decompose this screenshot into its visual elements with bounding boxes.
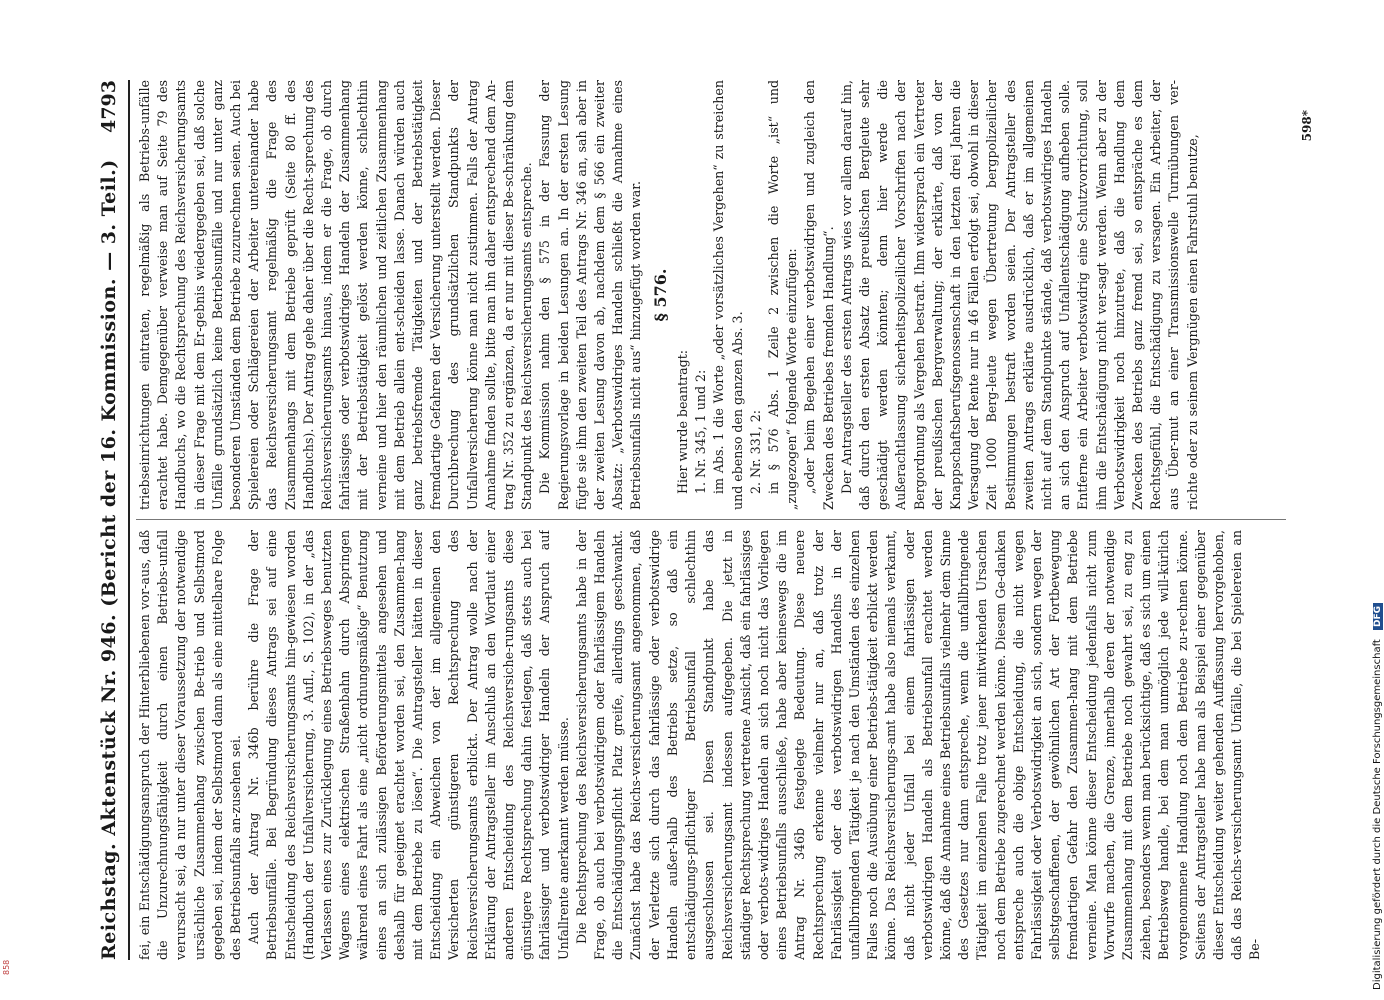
page-number: 4793 [98, 80, 120, 133]
header-title: Reichstag. Aktenstück Nr. 946. (Bericht der 16. Kommission. — 3. Teil.) [98, 159, 120, 960]
motion-item-2-text: in § 576 Abs. 1 Zeile 2 zwischen die Worte „ist“ und „zugezogen“ folgende Worte einzufügen: [765, 80, 800, 510]
right-paragraph-3: Hier wurde beantragt: [674, 349, 690, 494]
header-rule [128, 80, 130, 960]
sheet-signature: 598* [1300, 110, 1314, 142]
motion-item-1-text: im Abs. 1 die Worte „oder vorsätzliches Vergehen“ zu streichen und ebenso den ganzen Abs. 3. [711, 80, 745, 510]
right-column [136, 80, 1286, 510]
rotated-page [92, 80, 1332, 960]
right-paragraph-1: triebseinrichtungen eintraten, regelmäßig als Betriebs-unfälle erachtet habe. Demgegenüber verweise man auf Seite 79 des Handbuchs, wo die Rechtsprechung des Reichsversicherungsamts in dieser Frage mit dem Er-gebnis wiedergegeben sei, daß solche Unfälle grundsätzlich keine Betriebsunfälle und nur unter ganz besonderen Umständen dem Betriebe zuzurechnen seien. Auch bei Spielereien oder Schlägereien der Arbeiter untereinander habe das Reichsversicherungsamt regelmäßig die Frage des Zusammenhangs mit dem Betriebe geprüft (Seite 80 ff. des Handbuchs). Der Antrag gehe daher über die Recht-sprechung des Reichsversicherungsamts hinaus, indem er die Frage, ob durch fahrlässiges oder verbotswidriges Handeln der Zusammenhang mit der Betriebstätigkeit gelöst werden könne, schlechthin verneine und hier den räumlichen und zeitlichen Zusammenhang mit dem Betrieb allein ent-scheiden lasse. Danach würden auch ganz betriebsfremde Tätigkeiten und der Betriebstätigkeit fremdartige Gefahren der Versicherung unterstellt werden. Dieser Durchbrechung des grundsätzlichen Standpunkts der Unfallversicherung könne man nicht zustimmen. Falls der Antrag Annahme finden sollte, bitte man ihn daher entsprechend dem An-trag Nr. 352 zu ergänzen, da er nur mit dieser Be-schränkung dem Standpunkt des Reichsversicherungsamts entspreche. [137, 80, 535, 510]
right-paragraph-2: Die Kommission nahm den § 575 in der Fassung der Regierungsvorlage in beiden Lesungen an. In der ersten Lesung fügte sie ihm den zweiten Teil des Antrags Nr. 346 an, sah aber in der zweiten Lesung davon ab, nachdem dem § 566 ein zweiter Absatz: „Verbotswidriges Handeln schließt die Annahme eines Betriebsunfalls nicht aus“ hinzugefügt worden war. [537, 80, 644, 510]
corner-mark: 858 [2, 959, 11, 975]
column-separator [136, 519, 1286, 520]
motion-item-2-quote: „oder beim Begehen einer verbotswidrigen und zugleich den Zwecken des Betriebes fremden Handlung“. [802, 80, 836, 510]
section-heading: § 576. [650, 268, 670, 322]
right-paragraph-4: Der Antragsteller des ersten Antrags wies vor allem darauf hin, daß durch den ersten Absatz die preußischen Bergleute sehr geschädigt werden könnten; denn hier werde die Außerachtlassung sicherheitspolizeilicher Vorschriften nach der Bergordnung als Vergehen bestraft. Ihm widersprach ein Vertreter der preußischen Bergverwaltung; der erklärte, daß von der Knappschaftsberufsgenossenschaft in den letzten drei Jahren die Versagung der Rente nur in 46 Fällen erfolgt sei, obwohl in dieser Zeit 1000 Berg-leute wegen Übertretung bergpolizeilicher Bestimmungen bestraft worden seien. Der Antragsteller des zweiten Antrags erklärte ausdrücklich, daß er im allgemeinen nicht auf dem Standpunkte stände, daß verbotswidriges Handeln an sich den Anspruch auf Unfallentschädigung aufheben solle. Entferne ein Arbeiter verbotswidrig eine Schutzvorrichtung, soll ihm die Entschädigung nicht ver-sagt werden. Wenn aber zu der Verbotswidrigkeit noch hinzutrete, daß die Handlung dem Zwecken des Betriebs ganz fremd sei, so entspräche es dem Rechtsgefühl, die Entschädigung zu versagen. Ein Arbeiter, der aus Über-mut an einer Transmissionswelle Turnübungen ver-richte oder zu seinem Vergnügen einen Fahrstuhl benutze, [838, 80, 1200, 510]
motion-item-1: 1. Nr. 345, 1 und 2: [693, 369, 709, 494]
dfg-logo: DFG [1373, 603, 1383, 630]
side-note-text: Digitalisierung gefördert durch die Deutsche Forschungsgemeinschaft [1372, 639, 1383, 990]
left-paragraph-2: Auch der Antrag Nr. 346b berühre die Frage der Betriebsunfälle. Bei Begründung dieses Antrags sei auf eine Entscheidung des Reichsversicherungsamts hin-gewiesen worden (Handbuch der Unfallversicherung, 3. Aufl., S. 102), in der „das Verlassen eines zur Zurücklegung eines Betriebsweges benutzten Wagens eines elektrischen Straßenbahn durch Abspringen während eines Fahrt als eine „nicht ordnungsmäßige“ Benutzung eines an sich zulässigen Beförderungsmittels angesehen und deshalb für geeignet erachtet worden sei, den Zusammen-hang mit dem Betriebe zu lösen“. Die Antragsteller hätten in dieser Entscheidung ein Abweichen von der im allgemeinen den Versicherten günstigeren Rechtsprechung des Reichsversicherungsamts erblickt. Der Antrag wolle nach der Erklärung der Antragsteller im Anschluß an den Wortlaut einer anderen Entscheidung des Reichsversiche-rungsamts diese günstigere Rechtsprechung dahin festlegen, daß stets auch bei fahrlässiger und verbotswidriger Handeln der Anspruch auf Unfallrente anerkannt werden müsse. [246, 530, 571, 960]
side-note [1372, 603, 1383, 990]
left-paragraph-1: fei, ein Entschädigungsanspruch der Hinterbliebenen vor-aus, daß die Unzurechnungsfähigkeit durch einen Betriebs-unfall verursacht sei, da nur unter dieser Voraussetzung der notwendige ursächliche Zusammenhang zwischen Be-trieb und Selbstmord gegeben sei, indem der Selbstmord dann als eine mittelbare Folge des Betriebsunfalls an-zusehen sei. [137, 530, 244, 960]
motion-item-2: 2. Nr. 331, 2: [747, 410, 763, 494]
left-column [136, 530, 1286, 960]
left-paragraph-3: Die Rechtsprechung des Reichsversicherungsamts habe in der Frage, ob auch bei verbotswidrigem oder fahrlässigem Handeln die Entschädigungspflicht Platz greife, allerdings geschwankt. Zunächst habe das Reichs-versicherungsamt angenommen, daß der Verletzte sich durch das fahrlässige oder verbotswidrige Handeln außer-halb des Betriebs setze, so daß ein entschädigungs-pflichtiger Betriebsunfall schlechthin ausgeschlossen sei. Diesen Standpunkt habe das Reichsversicherungsamt indessen aufgegeben. Die jetzt in ständiger Rechtsprechung vertretene Ansicht, daß ein fahrlässiges oder verbots-widriges Handeln an sich noch nicht das Vorliegen eines Betriebsunfalls ausschließe, habe aber keineswegs die im Antrag Nr. 346b festgelegte Bedeutung. Diese neuere Rechtsprechung erkenne vielmehr nur an, daß trotz der Fahrlässigkeit oder des verbotswidrigen Handelns in der unfallbringenden Tätigkeit je nach den Umständen des einzelnen Falles noch die Ausübung einer Betriebs-tätigkeit erblickt werden könne. Das Reichsversicherungs-amt habe also niemals verkannt, daß nicht jeder Unfall bei einem fahrlässigen oder verbotswidrigen Handeln als Betriebsunfall erachtet werden könne, daß die Annahme eines Betriebsunfalls vielmehr dem Sinne des Gesetzes nur dann entspreche, wenn die unfallbringende Tätigkeit im einzelnen Falle trotz jener mitwirkenden Ursachen noch dem Betriebe zugerechnet werden könne. Diesem Ge-danken entspreche auch die obige Entscheidung, die nicht wegen Fahrlässigkeit oder Verbotswidrigkeit an sich, sondern wegen der selbstgeschaffenen, der gewöhnlichen Art der Fortbewegung fremdartigen Gefahr den Zusammen-hang mit dem Betriebe verneine. Man könne dieser Entscheidung jedenfalls nicht zum Vorwurfe machen, die Grenze, innerhalb deren der notwendige Zusammenhang mit dem Betriebe noch gewahrt sei, zu eng zu ziehen, besonders wenn man berücksichtige, daß es sich um einen Betriebsweg handle, bei dem man unmöglich jede will-kürlich vorgenommene Handlung noch dem Betriebe zu-rechnen könne. Seitens der Antragsteller habe man als Beispiel einer gegenüber dieser Entscheidung weiter gehenden Auffassung hervorgehoben, daß das Reichs-versicherungsamt Unfälle, die bei Spielereien an Be- [573, 530, 1263, 960]
page-header [92, 80, 128, 960]
